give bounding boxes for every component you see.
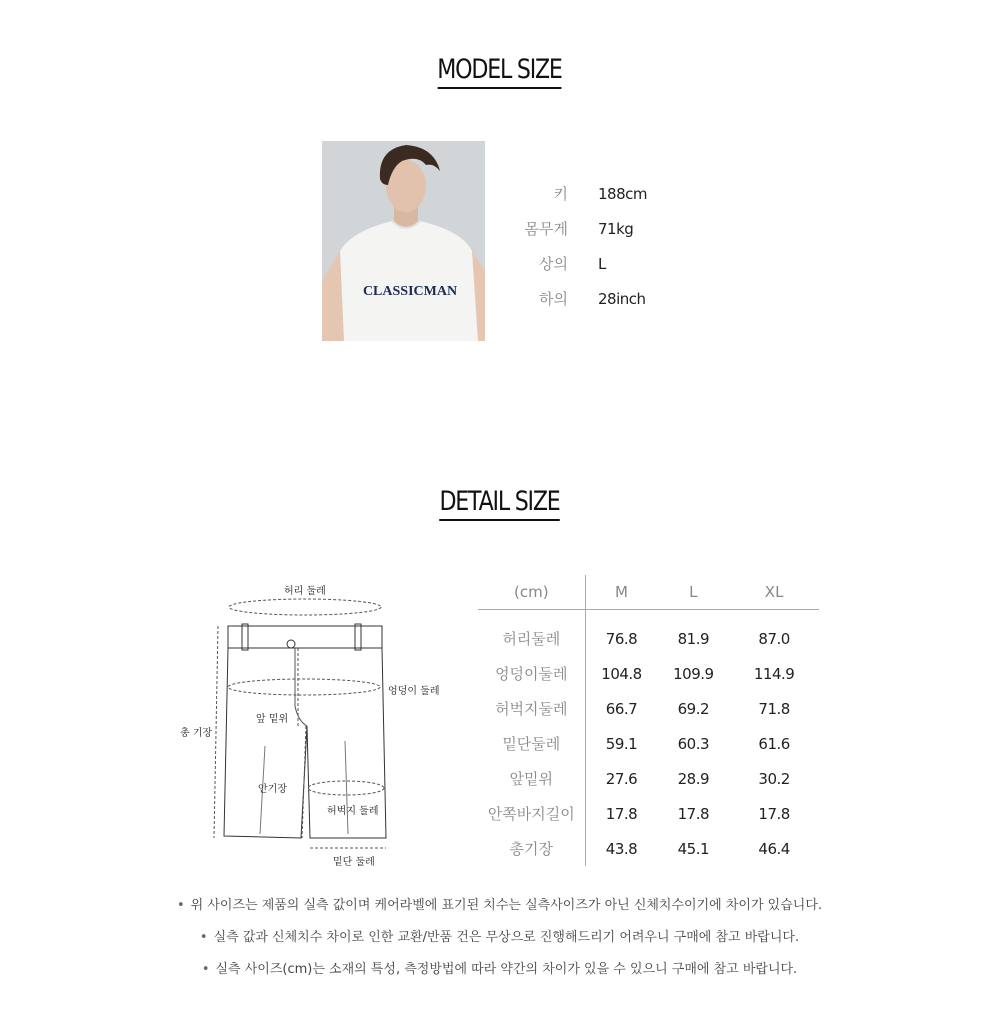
note-text: 위 사이즈는 제품의 실측 값이며 케어라벨에 표기된 치수는 실측사이즈가 아닌 신체치수이기에 차이가 있습니다. xyxy=(190,898,823,913)
shorts-outline xyxy=(170,576,470,876)
table-cell: 71.8 xyxy=(758,699,790,718)
diagram-label-hip: 엉덩이 둘레 xyxy=(388,686,440,697)
bullet-icon: • xyxy=(176,898,185,913)
model-row-top xyxy=(510,246,647,281)
model-label: 몸무게 xyxy=(524,220,568,238)
table-row xyxy=(478,610,819,657)
table-cell: 60.3 xyxy=(677,734,710,753)
size-header-xl: XL xyxy=(729,575,819,610)
diagram-label-front-rise: 앞 밑위 xyxy=(256,714,289,725)
note-item xyxy=(0,926,999,958)
table-cell: 59.1 xyxy=(605,734,638,753)
table-cell: 28.9 xyxy=(677,769,710,788)
table-cell: 76.8 xyxy=(605,629,638,648)
model-label: 하의 xyxy=(539,290,568,308)
table-cell: 27.6 xyxy=(605,769,638,788)
table-cell: 109.9 xyxy=(673,664,714,683)
table-row xyxy=(478,761,819,796)
table-cell: 87.0 xyxy=(758,629,790,648)
table-cell: 114.9 xyxy=(753,664,795,683)
size-table-header-row xyxy=(478,575,819,610)
table-cell: 17.8 xyxy=(605,804,638,823)
row-label: 허리둘레 xyxy=(478,610,585,657)
diagram-label-hem: 밑단 둘레 xyxy=(333,857,375,868)
table-cell: 43.8 xyxy=(605,839,638,858)
model-value: 188cm xyxy=(598,184,647,203)
table-row xyxy=(478,691,819,726)
note-text: 실측 값과 신체치수 차이로 인한 교환/반품 건은 무상으로 진행해드리기 어려우니 구매에 참고 바랍니다. xyxy=(213,930,800,945)
table-cell: 30.2 xyxy=(758,769,790,788)
size-header-l: L xyxy=(657,575,729,610)
table-cell: 45.1 xyxy=(677,839,710,858)
table-cell: 17.8 xyxy=(758,804,790,823)
diagram-label-waist: 허리 둘레 xyxy=(284,586,326,597)
model-size-title: MODEL SIZE xyxy=(90,54,909,89)
table-cell: 81.9 xyxy=(677,629,710,648)
diagram-label-total-length: 총 기장 xyxy=(180,728,213,739)
table-cell: 69.2 xyxy=(677,699,710,718)
model-label: 상의 xyxy=(539,255,568,273)
row-label: 안쪽바지길이 xyxy=(478,796,585,831)
note-item xyxy=(0,958,999,990)
shorts-diagram xyxy=(170,576,470,876)
table-row xyxy=(478,831,819,866)
row-label: 앞밑위 xyxy=(478,761,585,796)
shirt-print: CLASSICMAN xyxy=(362,284,458,299)
table-row xyxy=(478,656,819,691)
model-row-weight xyxy=(510,211,647,246)
model-label: 키 xyxy=(553,185,568,203)
table-cell: 104.8 xyxy=(601,664,642,683)
detail-size-title: DETAIL SIZE xyxy=(90,486,909,521)
row-label: 총기장 xyxy=(478,831,585,866)
table-row xyxy=(478,796,819,831)
unit-header: (cm) xyxy=(478,575,585,610)
model-photo xyxy=(322,141,485,341)
size-table xyxy=(478,575,819,866)
diagram-label-inseam: 안기장 xyxy=(258,784,287,795)
note-item xyxy=(0,894,999,926)
size-header-m: M xyxy=(585,575,657,610)
bullet-icon: • xyxy=(201,962,210,977)
table-cell: 61.6 xyxy=(758,734,790,753)
table-row xyxy=(478,726,819,761)
model-info-list xyxy=(510,176,647,316)
row-label: 엉덩이둘레 xyxy=(478,656,585,691)
row-label: 밑단둘레 xyxy=(478,726,585,761)
model-value: L xyxy=(598,254,606,273)
bullet-icon: • xyxy=(199,930,208,945)
note-text: 실측 사이즈(cm)는 소재의 특성, 측정방법에 따라 약간의 차이가 있을 수 있으니 구매에 참고 바랍니다. xyxy=(215,962,798,977)
table-cell: 66.7 xyxy=(605,699,638,718)
row-label: 허벅지둘레 xyxy=(478,691,585,726)
model-value: 71kg xyxy=(598,219,634,238)
size-notes xyxy=(0,894,999,990)
model-row-bottom xyxy=(510,281,647,316)
table-cell: 17.8 xyxy=(677,804,710,823)
diagram-label-thigh: 허벅지 둘레 xyxy=(327,806,379,817)
table-cell: 46.4 xyxy=(758,839,790,858)
model-value: 28inch xyxy=(598,289,646,308)
model-row-height xyxy=(510,176,647,211)
